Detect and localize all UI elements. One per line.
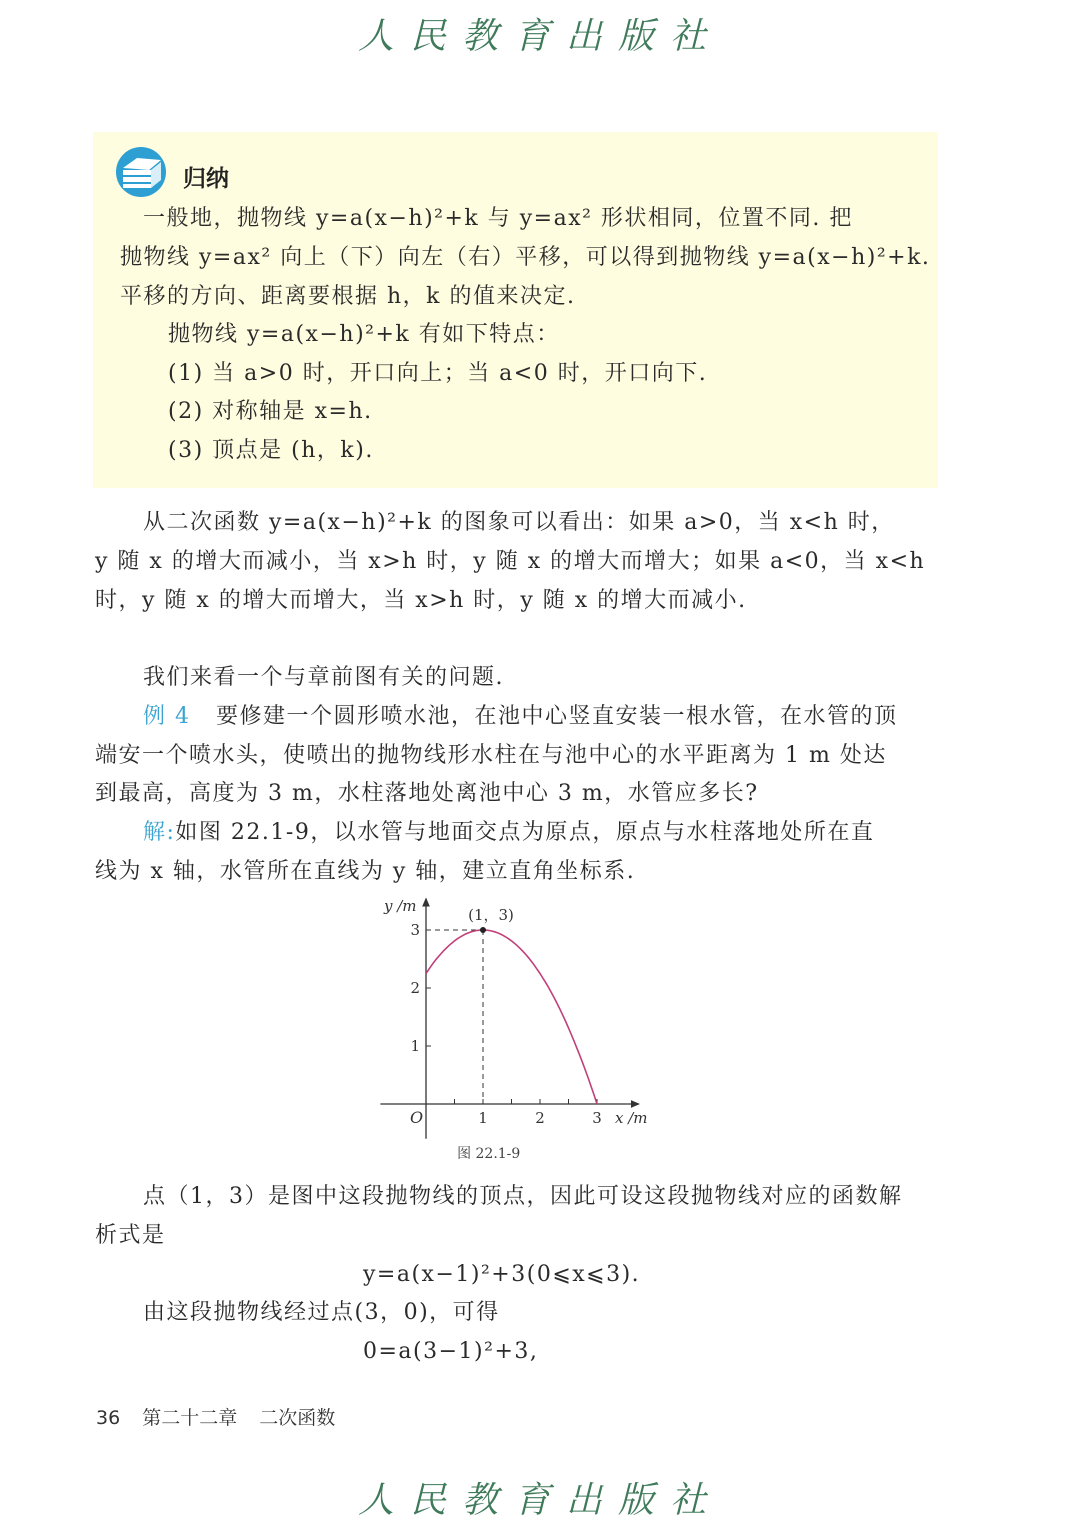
body-paragraph-line: y 随 x 的增大而减小，当 x>h 时，y 随 x 的增大而增大；如果 a<0，当 x<h [95,549,926,574]
solution-label: 解: [143,820,176,845]
parabola-curve [426,930,597,1104]
solution-line [143,818,874,848]
x-tick-label: 3 [592,1109,602,1127]
solution-line: 线为 x 轴，水管所在直线为 y 轴，建立直角坐标系. [95,859,636,884]
summary-title: 归纳 [183,166,229,192]
y-tick-label: 1 [410,1037,420,1055]
summary-line: 抛物线 y=a(x−h)²+k 有如下特点： [168,322,560,347]
y-tick-label: 3 [410,921,420,939]
body-paragraph-line: 点（1，3）是图中这段抛物线的顶点，因此可设这段抛物线对应的函数解 [143,1184,903,1209]
x-tick-label: 2 [535,1109,545,1127]
example-text: 要修建一个圆形喷水池，在池中心竖直安装一根水管，在水管的顶 [215,704,898,729]
book-stack-icon [115,146,167,198]
summary-line: 一般地，抛物线 y=a(x−h)²+k 与 y=ax² 形状相同，位置不同. 把 [143,206,853,231]
summary-line: 平移的方向、距离要根据 h，k 的值来决定. [120,284,576,309]
y-tick-label: 2 [410,979,420,997]
intro-text: 我们来看一个与章前图有关的问题. [143,665,504,690]
vertex-label: (1，3) [468,906,514,924]
page-footer [96,1403,335,1430]
page-number: 36 [96,1407,121,1429]
origin-label: O [410,1108,424,1127]
body-paragraph-line: 由这段抛物线经过点(3，0)，可得 [143,1300,500,1325]
x-tick-label: 1 [478,1109,488,1127]
summary-box [93,132,938,488]
summary-line: (1) 当 a>0 时，开口向上；当 a<0 时，开口向下. [168,361,708,386]
example-line: 端安一个喷水头，使喷出的抛物线形水柱在与池中心的水平距离为 1 m 处达 [95,743,887,768]
example-label: 例 4 [143,704,191,729]
equation: y=a(x−1)²+3(0⩽x⩽3). [363,1262,641,1287]
example-line: 到最高，高度为 3 m，水柱落地处离池中心 3 m，水管应多长? [95,781,759,806]
y-axis-label: y /m [384,896,417,915]
chapter-number: 第二十二章 [142,1407,238,1429]
x-axis-label: x /m [615,1109,648,1127]
summary-line: (3) 顶点是 (h，k). [168,438,374,463]
equation: 0=a(3−1)²+3, [363,1339,539,1364]
publisher-logo-bottom: 人民教育出版社 [357,1480,722,1521]
publisher-logo-top: 人民教育出版社 [357,16,722,57]
body-paragraph-line: 从二次函数 y=a(x−h)²+k 的图象可以看出：如果 a>0，当 x<h 时， [143,510,895,535]
parabola-figure [370,890,670,1170]
vertex-point [480,927,486,933]
summary-line: (2) 对称轴是 x=h. [168,399,373,424]
solution-text: 如图 22.1-9，以水管与地面交点为原点，原点与水柱落地处所在直 [175,820,875,845]
example-line [143,702,898,732]
summary-line: 抛物线 y=ax² 向上（下）向左（右）平移，可以得到抛物线 y=a(x−h)²+k. [120,245,931,270]
figure-caption: 图 22.1-9 [457,1146,521,1162]
chapter-title: 二次函数 [259,1407,336,1429]
body-paragraph-line: 析式是 [95,1223,166,1248]
body-paragraph-line: 时，y 随 x 的增大而增大，当 x>h 时，y 随 x 的增大而减小. [95,588,747,613]
